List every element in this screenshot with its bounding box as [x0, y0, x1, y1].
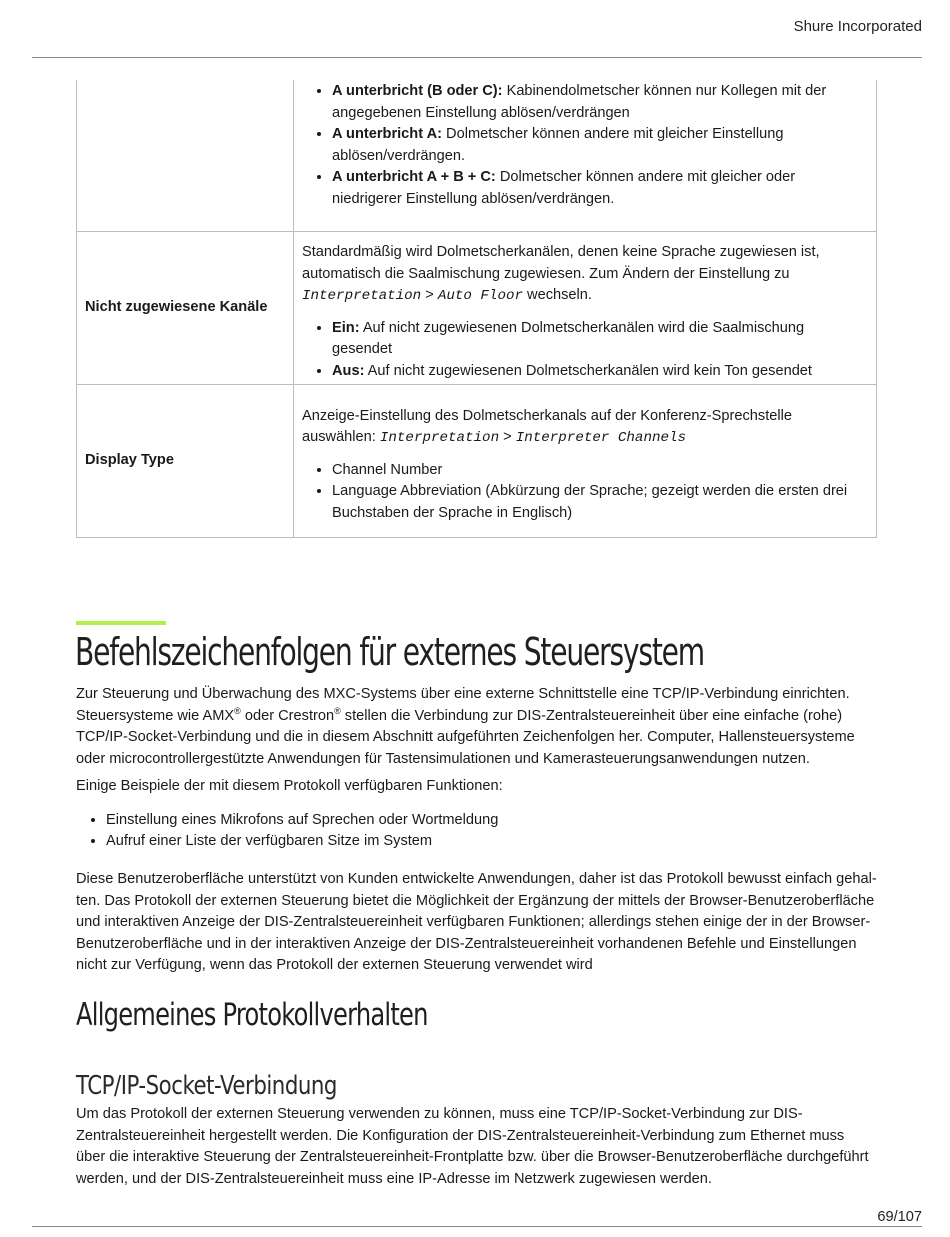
bold-term: Aus:: [332, 362, 365, 379]
list-item: • Einstellung eines Mikrofons auf Sprechen oder Wortmeldung: [106, 810, 877, 832]
sub-subsection-heading: TCP/IP-Socket-Verbindung: [76, 1071, 337, 1101]
page-number: 69/107: [877, 1209, 922, 1225]
paragraph: [76, 869, 877, 977]
menu-path: Interpretation: [302, 288, 422, 304]
header-company-name: Shure Incorporated: [793, 18, 922, 35]
table-key-cell: Display Type: [77, 385, 294, 538]
menu-path: Auto Floor: [437, 288, 523, 304]
list-item: • Aufruf einer Liste der verfügbaren Sitze im System: [106, 831, 877, 853]
item-text: Auf nicht zugewiesenen Dolmetscherkanälen wird kein Ton gesendet: [364, 362, 812, 379]
table-row: [77, 232, 877, 385]
list-item: [332, 361, 868, 383]
registered-mark: ®: [234, 705, 241, 716]
list-item: [332, 81, 868, 124]
paragraph-text: Zur Steuerung und Überwachung des MXC-Systems über eine externe Schnittstelle eine TCP/IP-Verbindung einrichten. Steuersysteme wie AMX: [76, 686, 850, 724]
bullet-list: [302, 81, 868, 210]
paragraph-text: Diese Benutzeroberfläche unterstützt von Kunden entwickelte Anwendungen, daher ist das Protokoll bewusst einfach gehalten. Das Protokoll der externen Steuerung bietet die Möglichkeit der Ergänzung der mittels der Browser-Benutzeroberfläche und interaktiven Anzeige der DIS-Zentralsteuereinheit verfügbaren Funktionen; allerdings stehen einige der in der Browser-Benutzeroberfläche und in der interaktiven Anzeige der DIS-Zentralsteuereinheit vorhandenen Befehle und Einstellungen nicht zur Verfügung, wenn das Protokoll der externen Steuerung verwendet wird: [76, 871, 877, 973]
description-text: Standardmäßig wird Dolmetscherkanälen, denen keine Sprache zugewiesen ist, automatisch die Saalmischung zugewiesen. Zum Ändern der Einstellung zu: [302, 244, 820, 282]
item-text: Kabinendolmetscher können nur Kollegen mit der angegebenen Einstellung ablösen/verdrängen: [332, 83, 827, 121]
description-text: wechseln.: [522, 287, 592, 303]
menu-path: Interpretation: [379, 430, 500, 447]
paragraph-text: stellen die Verbindung zur DIS-Zentralsteuereinheit über eine einfache (rohe) TCP/IP-Socket-Verbindung und die in diesem Abschnitt aufgeführten Zeichenfolgen her. Computer, Hallensteuersysteme oder microcontrollergestützte Anwendungen für Tastensimulationen und Kamerasteuerungsanwendungen nutzen.: [76, 707, 855, 767]
list-item: [332, 167, 868, 210]
bold-term: Ein:: [332, 319, 360, 336]
paragraph: Einige Beispiele der mit diesem Protokoll verfügbaren Funktionen:: [76, 778, 503, 794]
list-item: • Language Abbreviation (Abkürzung der Sprache; gezeigt werden die ersten drei Buchstaben der Sprache in Englisch): [332, 481, 868, 524]
section-title: Befehlszeichenfolgen für externes Steuersystem: [75, 630, 705, 674]
bullet-list: [76, 810, 877, 853]
path-separator: >: [499, 429, 516, 446]
list-item: [332, 318, 868, 361]
item-text: Auf nicht zugewiesenen Dolmetscherkanälen wird die Saalmischung gesendet: [332, 319, 805, 357]
table-value-cell: [294, 385, 877, 538]
list-item: • Channel Number: [332, 460, 868, 482]
paragraph-text: oder Crestron: [240, 707, 335, 724]
bullet-list: [302, 318, 868, 383]
table-row: [77, 385, 877, 538]
settings-table: [76, 80, 877, 538]
bold-term: A unterbricht (B oder C):: [332, 83, 503, 99]
bullet-list: [302, 460, 868, 525]
cell-description: [302, 406, 868, 450]
subsection-heading: Allgemeines Protokollverhalten: [76, 997, 428, 1033]
bold-term: A unterbricht A + B + C:: [332, 169, 496, 185]
description-text: Anzeige-Einstellung des Dolmetscherkanals auf der Konferenz-Sprechstelle auswählen:: [302, 407, 792, 446]
table-value-cell: [294, 80, 877, 232]
table-value-cell: [294, 232, 877, 385]
table-row: [77, 80, 877, 232]
bold-term: A unterbricht A:: [332, 126, 442, 142]
footer-rule: [32, 1226, 922, 1227]
menu-path: Interpreter Channels: [515, 430, 687, 447]
path-separator: >: [421, 287, 438, 303]
paragraph-text: Um das Protokoll der externen Steuerung verwenden zu können, muss eine TCP/IP-Socket-Verbindung zur DIS-Zentralsteuereinheit hergestellt werden. Die Konfiguration der DIS-Zentralsteuereinheit-Verbindung zum Ethernet muss über die interaktive Steuerung der Zentralsteuereinheit-Frontplatte bzw. über die Browser-Benutzeroberfläche durchgeführt werden, und der DIS-Zentralsteuereinheit muss eine IP-Adresse im Netzwerk zugewiesen werden.: [76, 1106, 869, 1187]
item-text: Dolmetscher können andere mit gleicher oder niedrigerer Einstellung ablösen/verdrängen.: [332, 169, 796, 207]
item-text: Dolmetscher können andere mit gleicher Einstellung ablösen/verdrängen.: [332, 126, 784, 164]
table-key-cell: Nicht zugewiesene Kanäle: [77, 232, 294, 385]
section-accent-bar: [76, 621, 166, 625]
registered-mark: ®: [334, 705, 341, 716]
list-item: [332, 124, 868, 167]
header-rule: [32, 57, 922, 58]
cell-description: [302, 242, 868, 308]
table-key-cell: [77, 80, 294, 232]
paragraph: [76, 684, 877, 770]
intro-block: [76, 684, 877, 853]
paragraph: [76, 1104, 877, 1190]
